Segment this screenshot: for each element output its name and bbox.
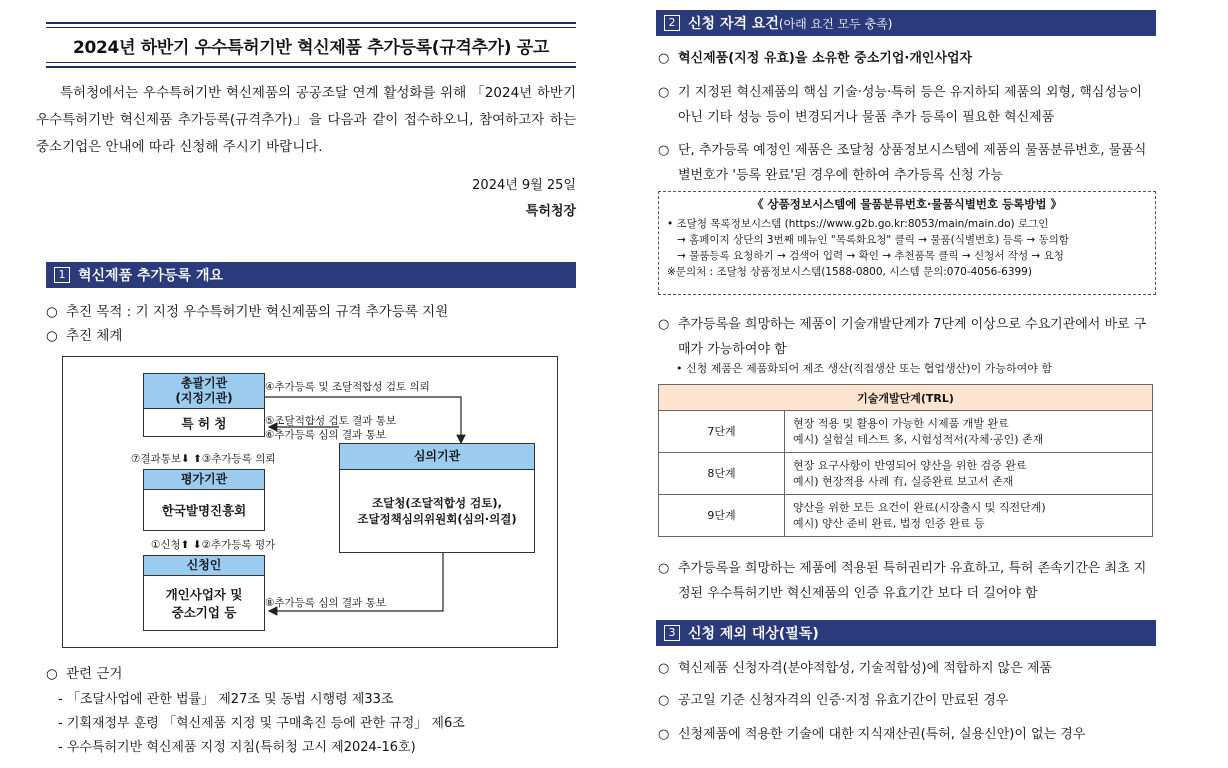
section-3-number: 3 (664, 625, 680, 641)
label-4: ④추가등록 및 조달적합성 검토 의뢰 (265, 381, 430, 393)
intro-paragraph (36, 80, 576, 161)
circle-bullet-icon: ○ (658, 561, 670, 576)
announce-date: 2024년 9월 25일 (472, 178, 576, 193)
intro-text: 특허청에서는 우수특허기반 혁신제품의 공공조달 연계 활성화를 위해 「2024년 하반기 우수특허기반 혁신제품 추가등록(규격추가)」을 다음과 같이 접수하오니, 참여하고자 하는 중소기업은 안내에 따라 신청해 주시기 바랍니다. (36, 85, 576, 155)
box-review (339, 443, 535, 553)
req-text-5: 추가등록을 희망하는 제품에 적용된 특허권리가 유효하고, 특허 존속기간은 최초 지정된 우수특허기반 혁신제품의 인증 유효기간 보다 더 길어야 함 (678, 561, 1147, 601)
table-row (659, 453, 1153, 495)
production-note: • 신청 제품은 제품화되어 제조 생산(직접생산 또는 협업생산)이 가능하여야 함 (676, 362, 1052, 375)
label-8: ⑧추가등록 심의 결과 통보 (265, 597, 386, 609)
circle-bullet-icon: ○ (658, 317, 670, 332)
box-hq-body: 특 허 청 (181, 416, 227, 431)
exclusion-text-1: 혁신제품 신청자격(분야적합성, 기술적합성)에 적합하지 않은 제품 (678, 661, 1053, 676)
circle-bullet-icon: ○ (658, 143, 670, 158)
label-7-3: ⑦결과통보⬇ ⬆③추가등록 의뢰 (131, 453, 276, 465)
table-row (659, 411, 1153, 453)
box-eval (143, 469, 265, 531)
left-column (0, 0, 600, 768)
box-hq (143, 373, 265, 437)
box-hq-head: 총괄기관 (지정기관) (144, 374, 264, 409)
req-text-2: 기 지정된 혁신제품의 핵심 기술·성능·특허 등은 유지하되 제품의 외형, 핵심성능이 아닌 기타 성능 등이 변경되거나 물품 추가 등록이 필요한 혁신제품 (678, 85, 1143, 125)
trl-desc: 현장 적용 및 활용이 가능한 시제품 개발 완료 예시) 실험실 테스트 多, 시험성적서(자체·공인) 존재 (785, 411, 1153, 453)
system-item (46, 326, 122, 346)
process-diagram (62, 356, 558, 648)
circle-bullet-icon: ○ (46, 328, 58, 344)
box-review-body: 조달청(조달적합성 검토), 조달정책심의위원회(심의·의결) (357, 496, 517, 526)
trl-stage: 9단계 (659, 495, 785, 537)
registration-contact: ※문의처 : 조달청 상품정보시스템(1588-0800, 시스템 문의:070-4056-6399) (667, 266, 1032, 278)
req-item-2 (658, 80, 1158, 130)
basis-item: - 「조달사업에 관한 법률」 제27조 및 동법 시행령 제33조 (58, 692, 394, 707)
box-review-head: 심의기관 (340, 444, 534, 470)
document-title-box (46, 22, 576, 68)
purpose-text: 추진 목적 : 기 지정 우수특허기반 혁신제품의 규격 추가등록 지원 (66, 304, 449, 320)
purpose-item (46, 302, 448, 322)
section-3-header (656, 620, 1156, 646)
req-item-4 (658, 312, 1158, 362)
basis-head (46, 664, 122, 684)
registration-step-3: → 물품등록 요청하기 → 검색어 입력 → 확인 → 추천품목 클릭 → 신청서 작성 → 요청 (677, 250, 1064, 262)
section-2-subtitle: (아래 요건 모두 충족) (778, 16, 893, 31)
right-column (640, 0, 1228, 768)
box-applicant-head: 신청인 (144, 556, 264, 576)
label-6: ⑥추가등록 심의 결과 통보 (265, 429, 386, 441)
announce-org: 특허청장 (525, 204, 576, 219)
table-row (659, 495, 1153, 537)
basis-list (58, 688, 465, 760)
section-3-title: 신청 제외 대상(필독) (688, 626, 819, 642)
trl-desc: 현장 요구사항이 반영되어 양산을 위한 검증 완료 예시) 현장적용 사례 有, 실증완료 보고서 존재 (785, 453, 1153, 495)
trl-table-header: 기술개발단계(TRL) (659, 385, 1153, 411)
exclusion-text-3: 신청제품에 적용한 기술에 대한 지식재산권(특허, 실용신안)이 없는 경우 (678, 727, 1086, 742)
document-title: 2024년 하반기 우수특허기반 혁신제품 추가등록(규격추가) 공고 (46, 27, 576, 63)
circle-bullet-icon: ○ (658, 85, 670, 100)
req-item-1 (658, 46, 1158, 71)
exclusion-item-3 (658, 722, 1158, 747)
req-text-4: 추가등록을 희망하는 제품이 기술개발단계가 7단계 이상으로 수요기관에서 바로 구매가 가능하여야 함 (678, 317, 1147, 357)
trl-stage: 7단계 (659, 411, 785, 453)
box-eval-head: 평가기관 (144, 470, 264, 490)
registration-step-1: • 조달청 목록정보시스템 (https://www.g2b.go.kr:8053/main/main.do) 로그인 (667, 218, 1049, 230)
exclusion-text-2: 공고일 기준 신청자격의 인증·지정 유효기간이 만료된 경우 (678, 693, 1009, 708)
registration-method-box (658, 191, 1156, 295)
registration-method-title: 《 상품정보시스템에 물품분류번호·물품식별번호 등록방법 》 (752, 197, 1062, 211)
section-2-number: 2 (664, 15, 680, 31)
req-text-3: 단, 추가등록 예정인 제품은 조달청 상품정보시스템에 제품의 물품분류번호, 물품식별번호가 '등록 완료'된 경우에 한하여 추가등록 신청 가능 (678, 143, 1147, 183)
label-1-2: ①신청⬆ ⬇②추가등록 평가 (151, 539, 276, 551)
trl-table (658, 384, 1153, 537)
section-2-header (656, 10, 1156, 36)
circle-bullet-icon: ○ (46, 666, 58, 682)
box-eval-body: 한국발명진흥회 (161, 503, 247, 518)
section-2-title: 신청 자격 요건 (688, 16, 779, 32)
label-5: ⑤조달적합성 검토 결과 통보 (265, 415, 396, 427)
registration-step-2: → 홈페이지 상단의 3번째 메뉴인 "목록화요청" 클릭 → 물품(식별번호) 등록 → 동의함 (677, 234, 1069, 246)
basis-item: - 우수특허기반 혁신제품 지정 지침(특허청 고시 제2024-16호) (58, 740, 416, 755)
trl-stage: 8단계 (659, 453, 785, 495)
box-applicant (143, 555, 265, 631)
section-1-number: 1 (54, 267, 70, 283)
req-item-5 (658, 556, 1158, 606)
system-text: 추진 체계 (66, 328, 123, 344)
basis-head-text: 관련 근거 (66, 666, 123, 682)
circle-bullet-icon: ○ (658, 727, 670, 742)
basis-item: - 기획재정부 훈령 「혁신제품 지정 및 구매촉진 등에 관한 규정」 제6조 (58, 716, 465, 731)
box-applicant-body: 개인사업자 및 중소기업 등 (165, 587, 243, 620)
section-1-title: 혁신제품 추가등록 개요 (78, 268, 223, 284)
exclusion-item-1 (658, 656, 1158, 681)
circle-bullet-icon: ○ (658, 661, 670, 676)
circle-bullet-icon: ○ (658, 693, 670, 708)
trl-desc: 양산을 위한 모든 요건이 완료(시장출시 및 직전단계) 예시) 양산 준비 완료, 법정 인증 완료 등 (785, 495, 1153, 537)
exclusion-item-2 (658, 688, 1158, 713)
circle-bullet-icon: ○ (46, 304, 58, 320)
section-1-header (46, 262, 576, 288)
req-item-3 (658, 138, 1158, 188)
circle-bullet-icon: ○ (658, 51, 670, 66)
req-text-1: 혁신제품(지정 유효)을 소유한 중소기업·개인사업자 (678, 51, 973, 66)
